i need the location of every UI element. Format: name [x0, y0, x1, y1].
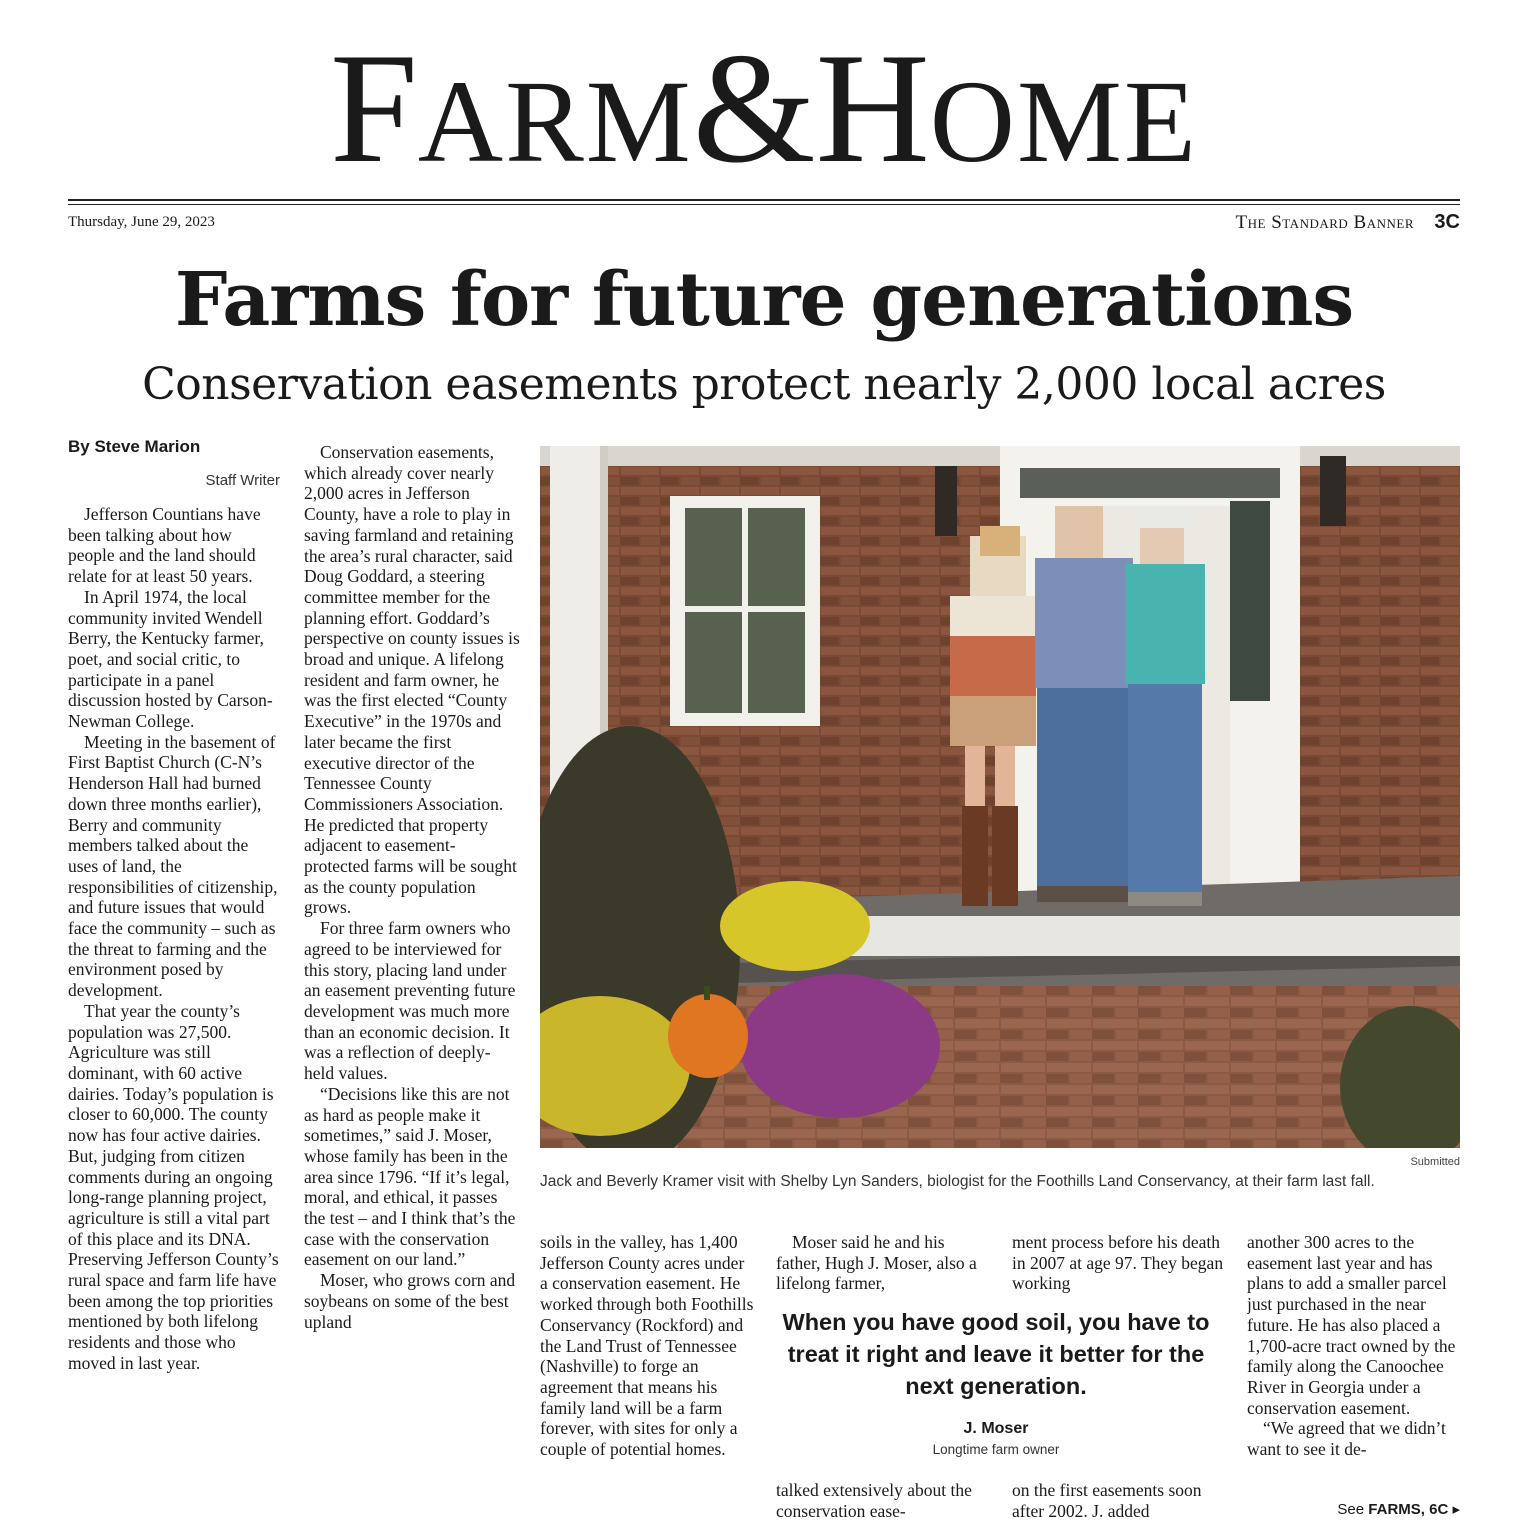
pull-quote-name: J. Moser — [963, 1420, 1029, 1437]
paragraph: For three farm owners who agreed to be interviewed for this story, placing land under an easement preventing future development was much more than an economic decision. It was a reflection of deeply-held values. — [304, 918, 516, 1084]
jump-link[interactable]: See FARMS, 6C ▸ — [1337, 1501, 1460, 1518]
paragraph: That year the county’s population was 27,500. Agriculture was still dominant, with 60 active dairies. Today’s population is closer to 60,000. The county now has four active dairies. But, judging from citizen comments during an ongoing long-range planning project, agriculture is still a vital part of this place and its DNA. Preserving Jefferson County’s rural space and farm life have been among the top priorities mentioned by both lifelong residents and those who moved in last year. — [68, 1000, 279, 1373]
photo-credit: Submitted — [1410, 1156, 1460, 1168]
article-column-5-bottom — [1012, 1480, 1226, 1524]
article-column-5-top — [1012, 1232, 1226, 1296]
masthead-rule-thin — [68, 204, 1460, 205]
masthead-rule — [68, 199, 1460, 201]
masthead: FARM&HOME — [330, 21, 1198, 196]
article-column-4-bottom — [776, 1480, 990, 1524]
pull-quote: When you have good soil, you have to treat it right and leave it better for the next generation. — [782, 1309, 1210, 1399]
paragraph: “We agreed that we didn’t want to see it de- — [1247, 1418, 1446, 1460]
article-column-4-top — [776, 1232, 990, 1296]
page-number: 3C — [1434, 211, 1460, 233]
porch-photo-illustration — [540, 446, 1460, 1148]
paragraph: on the first easements soon after 2002. J. added — [1012, 1480, 1202, 1521]
byline: By Steve Marion — [68, 437, 201, 456]
paragraph: Meeting in the basement of First Baptist Church (C-N’s Henderson Hall had burned down three months earlier), Berry and community members talked about the uses of land, the responsibilities of citizenship, and future issues that would face the community – such as the threat to farming and the environment posed by development. — [68, 731, 278, 1001]
farm-photo — [540, 446, 1460, 1148]
paragraph: soils in the valley, has 1,400 Jefferson County acres under a conservation easement. He worked through both Foothills Conservancy (Rockford) and the Land Trust of Tennessee (Nashville) to forge an agreement that means his family land will be a farm forever, with sites for only a couple of potential homes. — [540, 1232, 754, 1460]
paragraph: Conservation easements, which already cover nearly 2,000 acres in Jefferson County, have a role to play in saving farmland and retaining the area’s rural character, said Doug Goddard, a steering committee member for the planning effort. Goddard’s perspective on county issues is broad and unique. A lifelong resident and farm owner, he was the first elected “County Executive” in the 1970s and later became the first executive director of the Tennessee County Commissioners Association. He predicted that property adjacent to easement-protected farms will be sought as the county population grows. — [304, 442, 520, 918]
headline: Farms for future generations — [174, 257, 1354, 343]
arrow-right-icon: ▸ — [1452, 1501, 1460, 1518]
paragraph: Jefferson Countians have been talking about how people and the land should relate for at least 50 years. — [68, 504, 261, 587]
paragraph: In April 1974, the local community invited Wendell Berry, the Kentucky farmer, poet, and social critic, to participate in a panel discussion hosted by Carson-Newman College. — [68, 586, 273, 732]
photo-caption: Jack and Beverly Kramer visit with Shelby Lyn Sanders, biologist for the Foothills Land Conservancy, at their farm last fall. — [540, 1173, 1375, 1190]
paper-name: The Standard Banner — [1235, 212, 1414, 233]
byline-title: Staff Writer — [205, 472, 280, 489]
article-column-3 — [540, 1232, 754, 1518]
pull-quote-title: Longtime farm owner — [932, 1442, 1060, 1457]
dateline: Thursday, June 29, 2023 — [68, 214, 215, 230]
article-column-1 — [68, 504, 282, 1516]
paragraph: talked extensively about the conservation ease- — [776, 1480, 972, 1521]
paragraph: “Decisions like this are not as hard as people make it sometimes,” said J. Moser, whose family has been in the area since 1796. “If it’s legal, moral, and ethical, it passes the test – and I think that’s the case with the conservation easement on our land.” — [304, 1083, 516, 1270]
paragraph: ment process before his death in 2007 at age 97. They began working — [1012, 1232, 1224, 1294]
paragraph: Moser said he and his father, Hugh J. Moser, also a lifelong farmer, — [776, 1232, 977, 1294]
article-column-6 — [1247, 1232, 1461, 1500]
article-column-2 — [304, 442, 520, 1518]
deck: Conservation easements protect nearly 2,000 local acres — [142, 359, 1386, 410]
paragraph: Moser, who grows corn and soybeans on some of the best upland — [304, 1270, 516, 1332]
paragraph: another 300 acres to the easement last year and has plans to add a smaller parcel just purchased in the near future. He has also placed a 1,700-acre tract owned by the family along the Canoochee River in Georgia under a conservation easement. — [1247, 1232, 1456, 1418]
